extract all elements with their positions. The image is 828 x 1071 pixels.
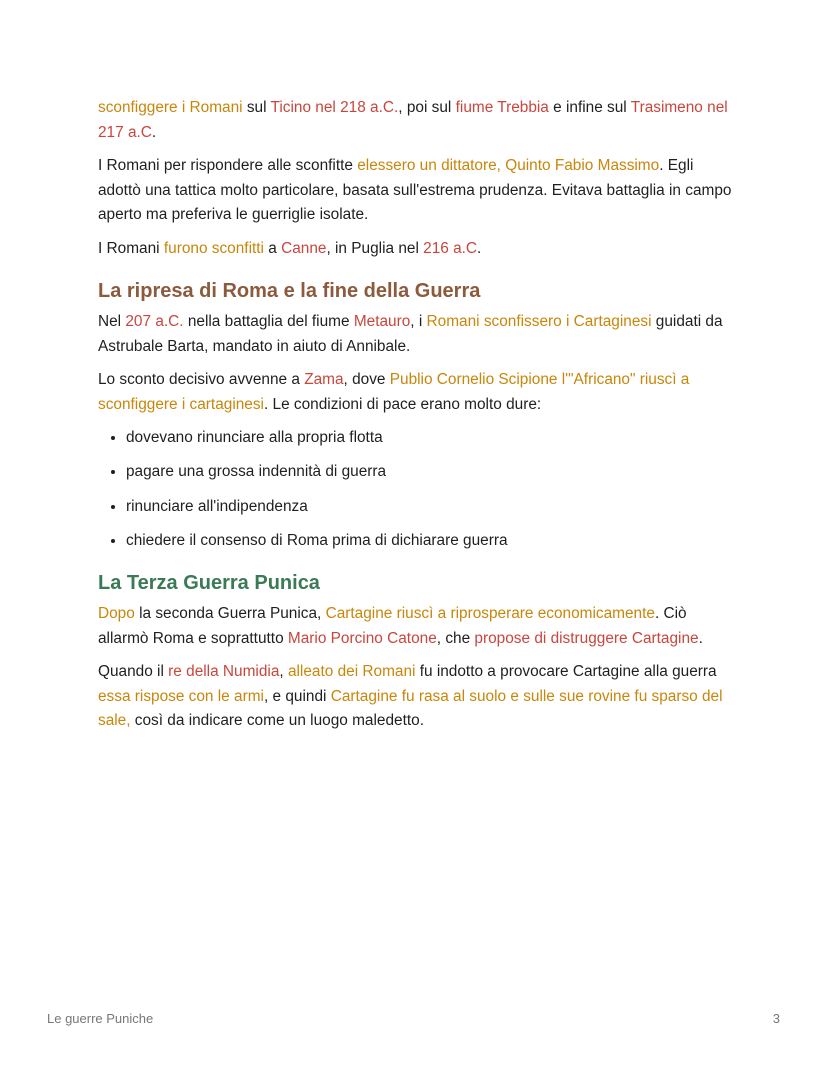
highlight: re della Numidia [168, 663, 280, 681]
highlight: essa rispose con le armi [98, 687, 264, 705]
text: , e quindi [263, 687, 331, 705]
text: I Romani [98, 239, 164, 257]
text: Lo sconto decisivo avvenne a [98, 371, 305, 388]
text: , in Puglia nel [326, 239, 424, 257]
highlight: Trasimeno nel 217 a.C [98, 99, 728, 141]
footer-page-number: 3 [772, 1011, 780, 1026]
highlight: Cartagine fu rasa al suolo e sulle sue rovine fu sparso del sale, [98, 687, 723, 730]
text: , i [410, 313, 427, 330]
text: , dove [343, 371, 390, 388]
text: , [279, 663, 288, 681]
section-heading-terza-guerra: La Terza Guerra Punica [98, 572, 320, 595]
highlight: fiume Trebbia [455, 99, 549, 116]
highlight: Mario Porcino Catone [287, 629, 437, 647]
paragraph-metauro [98, 310, 738, 359]
text: . [698, 629, 703, 647]
list-item: • dovevano rinunciare alla propria flotta [126, 426, 738, 451]
highlight: Ticino nel 218 a.C. [270, 99, 399, 116]
text: e infine sul [548, 99, 631, 116]
highlight: Zama [304, 371, 344, 388]
text: I Romani per rispondere alle sconfitte [98, 157, 358, 174]
paragraph-zama [98, 368, 738, 417]
text: Quando il [98, 663, 169, 681]
highlight: Publio Cornelio Scipione l'"Africano" riuscì a sconfiggere i cartaginesi [98, 371, 690, 413]
text: nella battaglia del fiume [183, 313, 354, 330]
text: . [151, 123, 157, 141]
document-body [98, 96, 738, 743]
text: . Le condizioni di pace erano molto dure: [263, 395, 542, 413]
paragraph-cartagine-destruction [98, 660, 738, 734]
paragraph-cartagine-prosperity [98, 602, 738, 651]
highlight: propose di distruggere Cartagine [474, 629, 699, 647]
footer-document-title: Le guerre Puniche [47, 1011, 154, 1026]
peace-conditions-list [98, 426, 738, 553]
highlight: elessero un dittatore, Quinto Fabio Massimo [357, 157, 660, 174]
highlight: Romani sconfissero i Cartaginesi [426, 313, 652, 330]
highlight: furono sconfitti [163, 239, 264, 257]
text: Nel [98, 313, 126, 330]
paragraph-dictator [98, 154, 738, 228]
list-item: • rinunciare all'indipendenza [126, 495, 738, 520]
text: , che [436, 629, 475, 647]
text: , poi sul [398, 99, 456, 116]
text: a [263, 239, 282, 257]
highlight: 216 a.C [423, 239, 478, 257]
text: fu indotto a provocare Cartagine alla guerra [415, 663, 717, 681]
list-item: • chiedere il consenso di Roma prima di dichiarare guerra [126, 529, 738, 554]
highlight: Dopo [98, 605, 135, 623]
highlight: Cartagine riuscì a riprosperare economicamente [325, 605, 655, 623]
paragraph-canne [98, 237, 738, 262]
highlight: alleato dei Romani [287, 663, 416, 681]
highlight: sconfiggere i Romani [98, 99, 243, 116]
text: . Ciò allarmò Roma e soprattutto [98, 605, 687, 647]
highlight: Metauro [353, 313, 411, 330]
section-heading-ripresa: La ripresa di Roma e la fine della Guerra [98, 280, 481, 302]
text: . Egli adottò una tattica molto particolare, basata sull'estrema prudenza. Evitava battaglia in campo aperto ma preferiva le guerriglie isolate. [98, 157, 732, 223]
text: . [477, 239, 482, 257]
text: così da indicare come un luogo maledetto. [130, 712, 424, 730]
paragraph-hannibal-victories [98, 96, 738, 145]
text: sul [242, 99, 271, 116]
list-item: • pagare una grossa indennità di guerra [126, 460, 738, 485]
text: guidati da Astrubale Barta, mandato in aiuto di Annibale. [98, 313, 723, 355]
text: la seconda Guerra Punica, [134, 605, 326, 623]
highlight: 207 a.C. [125, 313, 184, 330]
highlight: Canne [281, 239, 327, 257]
